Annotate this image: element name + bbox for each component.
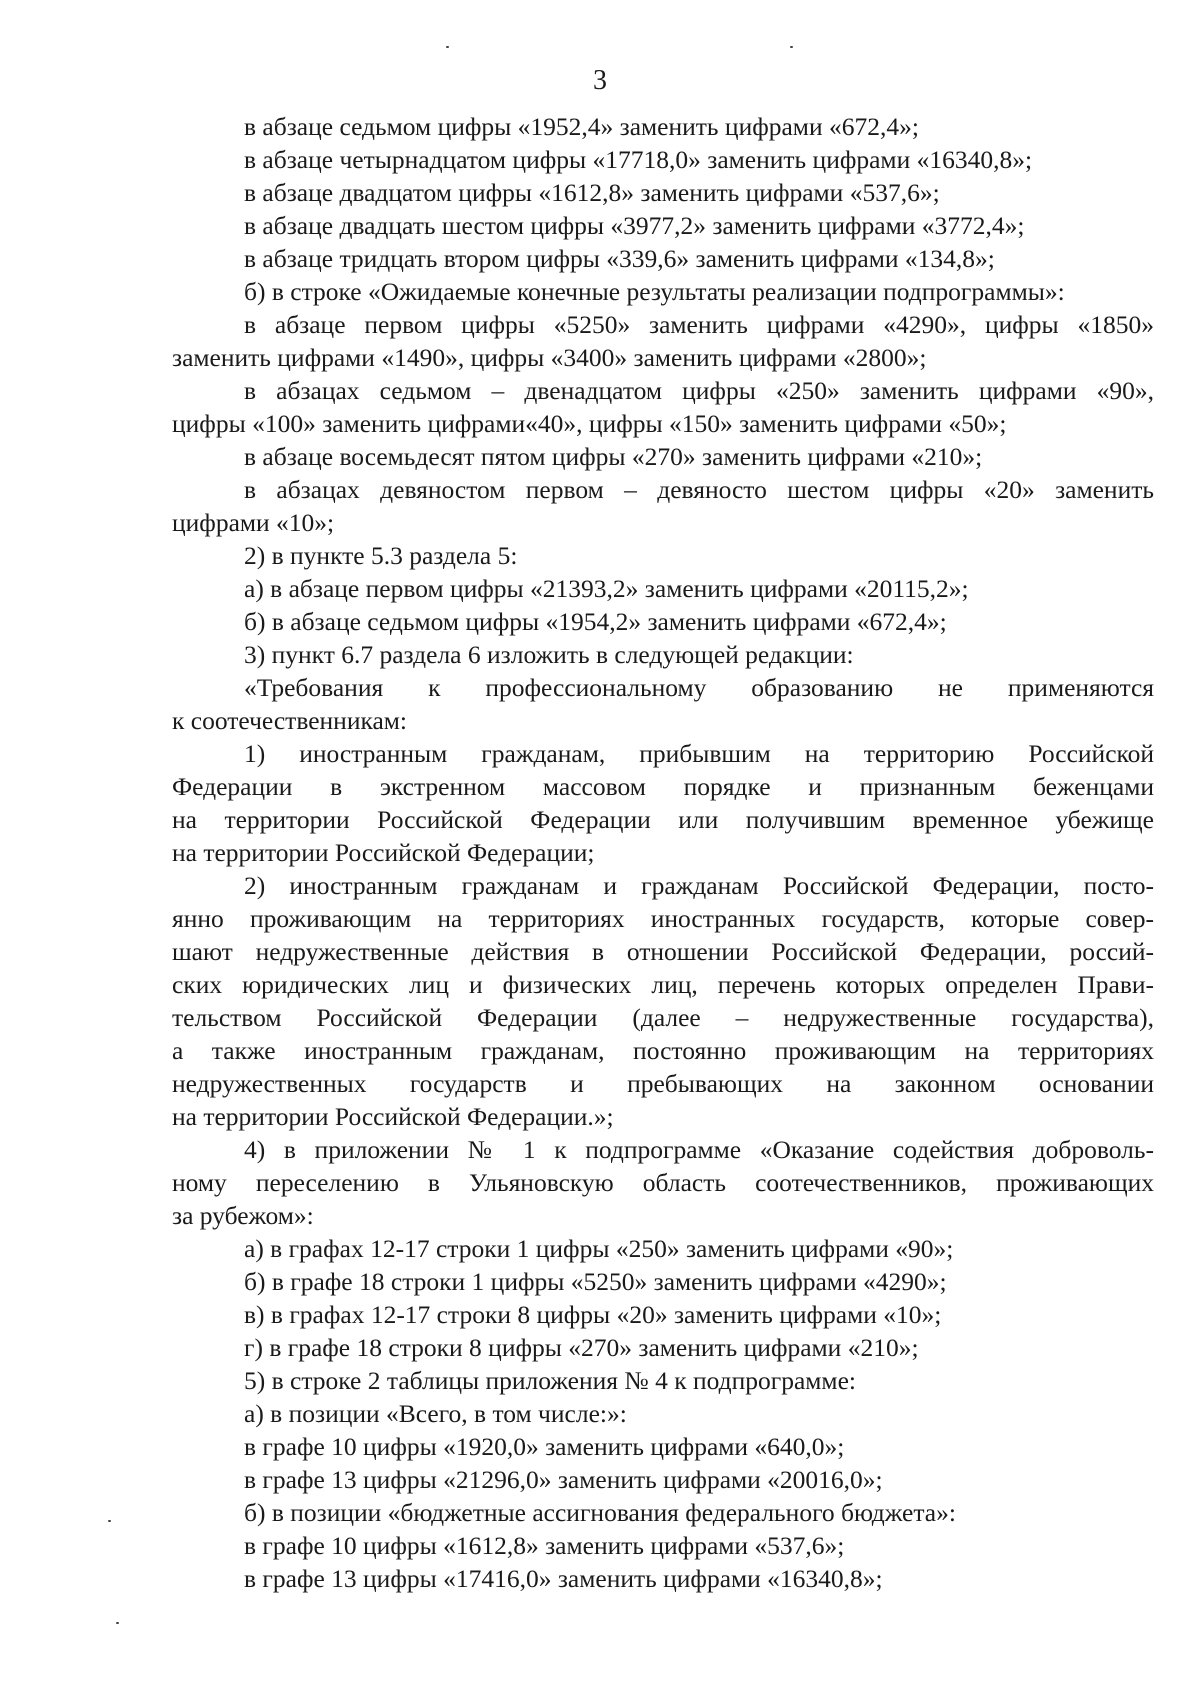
text-line: б) в позиции «бюджетные ассигнования федерального бюджета»: [244, 1498, 956, 1527]
text-line: в абзаце первом цифры «5250» заменить цифрами «4290», цифры «1850» [244, 310, 1154, 339]
text-line: в графе 10 цифры «1612,8» заменить цифрами «537,6»; [244, 1531, 845, 1560]
text-line: а) в графах 12-17 строки 1 цифры «250» заменить цифрами «90»; [244, 1234, 954, 1263]
text-line: в абзаце четырнадцатом цифры «17718,0» заменить цифрами «16340,8»; [244, 145, 1033, 174]
text-line: ному переселению в Ульяновскую область соотечественников, проживающих [172, 1168, 1154, 1197]
text-line: на территории Российской Федерации; [172, 838, 595, 867]
text-line: а также иностранным гражданам, постоянно проживающим на территориях [172, 1036, 1154, 1065]
scan-speck [790, 46, 793, 48]
scan-speck [446, 46, 449, 48]
text-line: 5) в строке 2 таблицы приложения № 4 к подпрограмме: [244, 1366, 856, 1395]
text-line: в графе 13 цифры «17416,0» заменить цифрами «16340,8»; [244, 1564, 883, 1593]
text-line: янно проживающим на территориях иностранных государств, которые совер- [172, 904, 1154, 933]
text-line: тельством Российской Федерации (далее – недружественные государства), [172, 1003, 1154, 1032]
text-line: цифрами «10»; [172, 508, 335, 537]
text-line: в абзацах седьмом – двенадцатом цифры «250» заменить цифрами «90», [244, 376, 1154, 405]
text-line: заменить цифрами «1490», цифры «3400» заменить цифрами «2800»; [172, 343, 927, 372]
page-number: 3 [593, 65, 607, 96]
text-line: ских юридических лиц и физических лиц, перечень которых определен Прави- [172, 970, 1154, 999]
text-line: а) в абзаце первом цифры «21393,2» заменить цифрами «20115,2»; [244, 574, 969, 603]
text-line: в абзаце седьмом цифры «1952,4» заменить цифрами «672,4»; [244, 112, 919, 141]
text-line: в) в графах 12-17 строки 8 цифры «20» заменить цифрами «10»; [244, 1300, 942, 1329]
text-line: в абзаце двадцатом цифры «1612,8» заменить цифрами «537,6»; [244, 178, 940, 207]
text-line: 3) пункт 6.7 раздела 6 изложить в следующей редакции: [244, 640, 854, 669]
text-line: б) в графе 18 строки 1 цифры «5250» заменить цифрами «4290»; [244, 1267, 947, 1296]
text-line: г) в графе 18 строки 8 цифры «270» заменить цифрами «210»; [244, 1333, 919, 1362]
text-line: к соотечественникам: [172, 706, 408, 735]
scan-speck [116, 1622, 119, 1624]
text-line: 2) иностранным гражданам и гражданам Российской Федерации, посто- [244, 871, 1154, 900]
text-line: на территории Российской Федерации.»; [172, 1102, 614, 1131]
text-line: шают недружественные действия в отношении Российской Федерации, россий- [172, 937, 1154, 966]
text-line: «Требования к профессиональному образованию не применяются [244, 673, 1154, 702]
text-line: цифры «100» заменить цифрами«40», цифры «150» заменить цифрами «50»; [172, 409, 1007, 438]
scan-speck [108, 1520, 111, 1522]
text-line: за рубежом»: [172, 1201, 314, 1230]
text-line: а) в позиции «Всего, в том числе:»: [244, 1399, 627, 1428]
text-line: б) в абзаце седьмом цифры «1954,2» заменить цифрами «672,4»; [244, 607, 947, 636]
text-line: 2) в пункте 5.3 раздела 5: [244, 541, 518, 570]
text-line: 4) в приложении № 1 к подпрограмме «Оказание содействия доброволь- [244, 1135, 1154, 1164]
text-line: в абзаце двадцать шестом цифры «3977,2» заменить цифрами «3772,4»; [244, 211, 1025, 240]
text-line: 1) иностранным гражданам, прибывшим на территорию Российской [244, 739, 1154, 768]
text-line: на территории Российской Федерации или получившим временное убежище [172, 805, 1154, 834]
document-body [172, 110, 1154, 1595]
text-line: недружественных государств и пребывающих на законном основании [172, 1069, 1154, 1098]
text-line: в графе 10 цифры «1920,0» заменить цифрами «640,0»; [244, 1432, 845, 1461]
text-line: в графе 13 цифры «21296,0» заменить цифрами «20016,0»; [244, 1465, 883, 1494]
text-line: Федерации в экстренном массовом порядке и признанным беженцами [172, 772, 1154, 801]
text-line: в абзацах девяностом первом – девяносто шестом цифры «20» заменить [244, 475, 1154, 504]
text-line: в абзаце тридцать втором цифры «339,6» заменить цифрами «134,8»; [244, 244, 995, 273]
text-line: б) в строке «Ожидаемые конечные результаты реализации подпрограммы»: [244, 277, 1065, 306]
text-line: в абзаце восемьдесят пятом цифры «270» заменить цифрами «210»; [244, 442, 983, 471]
